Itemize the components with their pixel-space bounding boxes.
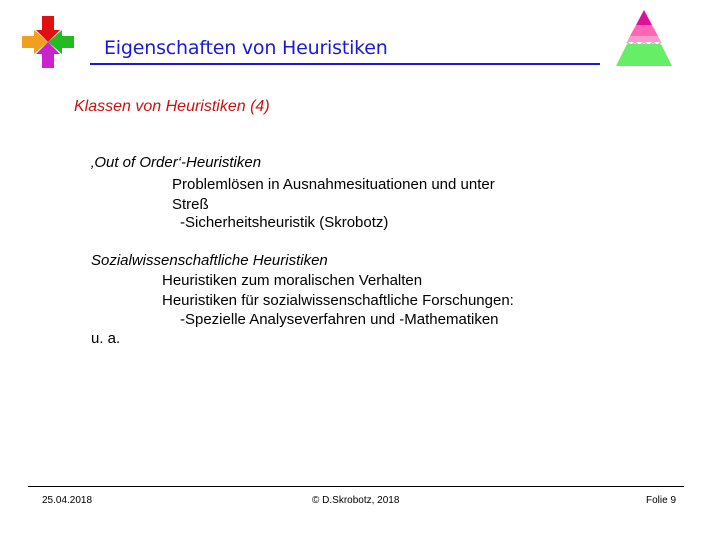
slide-subtitle: Klassen von Heuristiken (4) bbox=[74, 98, 270, 115]
section1-line: Streß bbox=[172, 196, 209, 213]
footer-copyright: © D.Skrobotz, 2018 bbox=[312, 495, 400, 506]
pyramid-icon bbox=[614, 8, 674, 70]
four-arrows-icon bbox=[20, 14, 90, 84]
more-text: u. a. bbox=[91, 330, 121, 347]
footer-divider bbox=[28, 486, 684, 487]
footer-date: 25.04.2018 bbox=[42, 495, 93, 506]
slide-title: Eigenschaften von Heuristiken bbox=[104, 37, 388, 59]
section-heading-out-of-order: ‚Out of Order‘-Heuristiken bbox=[91, 154, 262, 171]
section1-line: Problemlösen in Ausnahmesituationen und unter bbox=[172, 176, 495, 193]
title-underline bbox=[90, 63, 600, 65]
section1-line: -Sicherheitsheuristik (Skrobotz) bbox=[180, 214, 389, 231]
section2-line: -Spezielle Analyseverfahren und -Mathematiken bbox=[180, 311, 499, 328]
section2-line: Heuristiken für sozialwissenschaftliche Forschungen: bbox=[162, 292, 514, 309]
footer-page-number: Folie 9 bbox=[646, 495, 677, 506]
section2-line: Heuristiken zum moralischen Verhalten bbox=[162, 272, 423, 289]
section-heading-social-sciences: Sozialwissenschaftliche Heuristiken bbox=[91, 252, 328, 269]
